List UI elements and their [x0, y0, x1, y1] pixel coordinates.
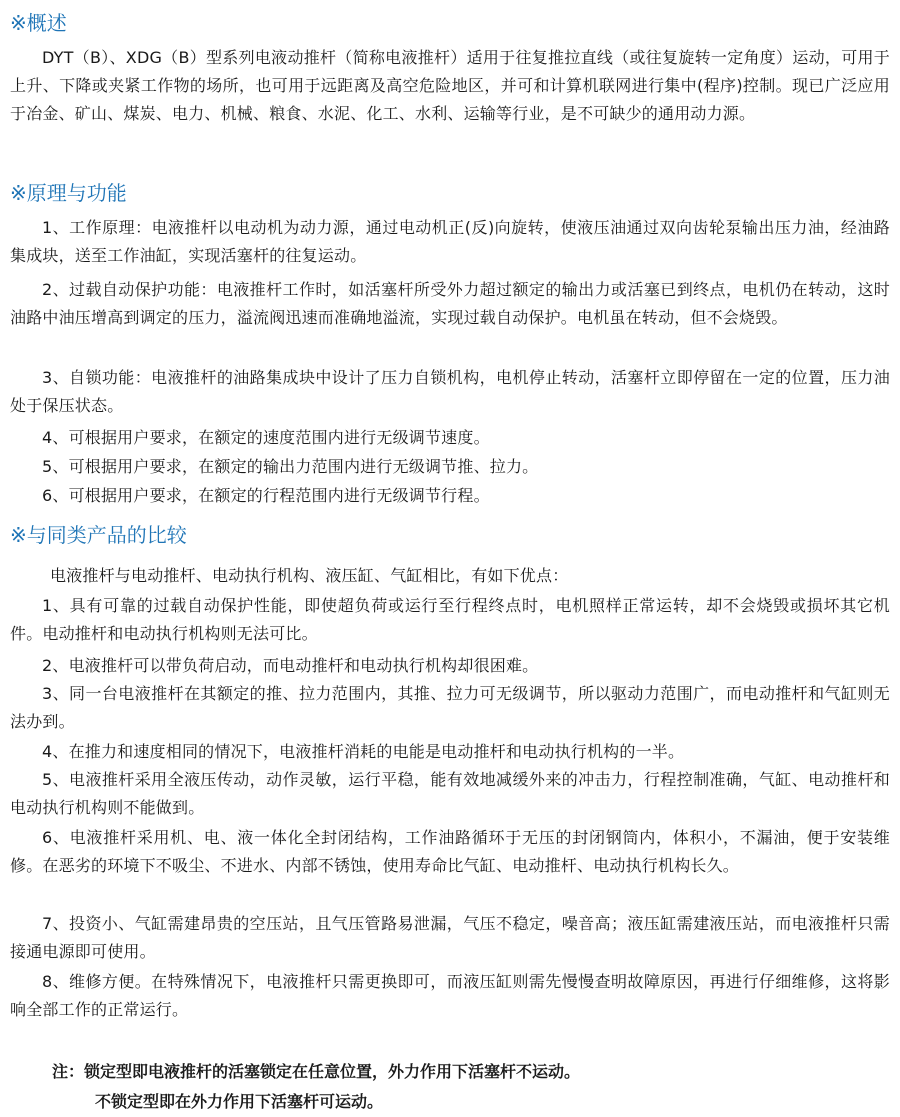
section-heading-comparison: ※与同类产品的比较: [10, 523, 187, 547]
comparison-paragraph-4: 4、在推力和速度相同的情况下，电液推杆消耗的电能是电动推杆和电动执行机构的一半。: [42, 742, 685, 761]
comparison-paragraph-5: 5、电液推杆采用全液压传动，动作灵敏，运行平稳，能有效地减缓外来的冲击力，行程控制准确，气缸、电动推杆和电动执行机构则不能做到。: [10, 770, 890, 817]
principle-paragraph-5: 5、可根据用户要求，在额定的输出力范围内进行无级调节推、拉力。: [42, 457, 539, 476]
principle-paragraph-4: 4、可根据用户要求，在额定的速度范围内进行无级调节速度。: [42, 428, 490, 447]
comparison-paragraph-7: 7、投资小、气缸需建昂贵的空压站，且气压管路易泄漏，气压不稳定，噪音高；液压缸需建液压站，而电液推杆只需接通电源即可使用。: [10, 914, 890, 961]
comparison-paragraph-1: 1、具有可靠的过载自动保护性能，即使超负荷或运行至行程终点时，电机照样正常运转，却不会烧毁或损坏其它机件。电动推杆和电动执行机构则无法可比。: [10, 596, 890, 643]
principle-paragraph-6: 6、可根据用户要求，在额定的行程范围内进行无级调节行程。: [42, 486, 490, 505]
principle-paragraph-1: 1、工作原理：电液推杆以电动机为动力源，通过电动机正(反)向旋转，使液压油通过双向齿轮泵输出压力油，经油路集成块，送至工作油缸，实现活塞杆的往复运动。: [10, 218, 890, 265]
comparison-paragraph-6: 6、电液推杆采用机、电、液一体化全封闭结构，工作油路循环于无压的封闭钢筒内，体积小，不漏油，便于安装维修。在恶劣的环境下不吸尘、不进水、内部不锈蚀，使用寿命比气缸、电动推杆、电动执行机构长久。: [10, 828, 890, 875]
comparison-paragraph-8: 8、维修方便。在特殊情况下，电液推杆只需更换即可，而液压缸则需先慢慢查明故障原因，再进行仔细维修，这将影响全部工作的正常运行。: [10, 972, 890, 1019]
principle-paragraph-2: 2、过载自动保护功能：电液推杆工作时，如活塞杆所受外力超过额定的输出力或活塞已到终点，电机仍在转动，这时油路中油压增高到调定的压力，溢流阀迅速而准确地溢流，实现过载自动保护。电机虽在转动，但不会烧毁。: [10, 280, 890, 327]
comparison-intro: 电液推杆与电动推杆、电动执行机构、液压缸、气缸相比，有如下优点：: [50, 566, 569, 585]
principle-paragraph-3: 3、自锁功能：电液推杆的油路集成块中设计了压力自锁机构，电机停止转动，活塞杆立即停留在一定的位置，压力油处于保压状态。: [10, 368, 890, 415]
section-heading-principle: ※原理与功能: [10, 181, 127, 205]
comparison-paragraph-3: 3、同一台电液推杆在其额定的推、拉力范围内，其推、拉力可无级调节，所以驱动力范围广，而电动推杆和气缸则无法办到。: [10, 684, 890, 731]
comparison-paragraph-2: 2、电液推杆可以带负荷启动，而电动推杆和电动执行机构却很困难。: [42, 656, 539, 675]
section-heading-overview: ※概述: [10, 11, 67, 35]
overview-paragraph: DYT（B）、XDG（B）型系列电液动推杆（简称电液推杆）适用于往复推拉直线（或往复旋转一定角度）运动，可用于上升、下降或夹紧工作物的场所，也可用于远距离及高空危险地区，并可和计算机联网进行集中(程序)控制。现已广泛应用于冶金、矿山、煤炭、电力、机械、粮食、水泥、化工、水利、运输等行业，是不可缺少的通用动力源。: [10, 48, 890, 123]
note-locking-type: 注：锁定型即电液推杆的活塞锁定在任意位置，外力作用下活塞杆不运动。: [52, 1062, 581, 1081]
note-non-locking-type: 不锁定型即在外力作用下活塞杆可运动。: [95, 1092, 384, 1111]
